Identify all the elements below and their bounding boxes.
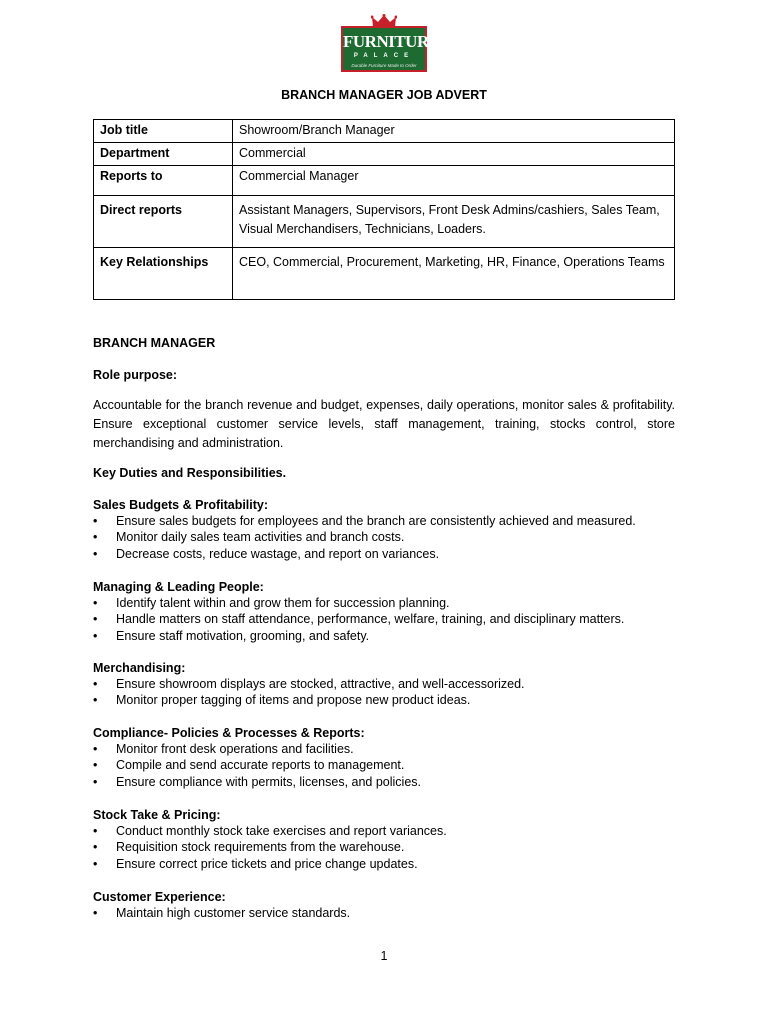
page-number: 1 <box>380 949 388 963</box>
table-key: Reports to <box>94 166 233 196</box>
table-row <box>94 143 675 166</box>
list-item: • Identify talent within and grow them for succession planning. <box>93 595 675 611</box>
table-row <box>94 166 675 196</box>
table-key: Job title <box>94 120 233 143</box>
duty-section-heading: Compliance- Policies & Processes & Reports: <box>93 726 365 740</box>
logo-plate <box>341 26 440 72</box>
list-item: • Ensure correct price tickets and price change updates. <box>93 856 675 872</box>
table-value: Showroom/Branch Manager <box>233 120 675 143</box>
logo-brand: FURNITURE <box>343 32 440 51</box>
duties-heading: Key Duties and Responsibilities. <box>93 466 287 480</box>
duty-section-customer <box>93 889 675 921</box>
duty-section-heading: Managing & Leading People: <box>93 580 264 594</box>
duty-list <box>93 676 675 709</box>
list-item: • Monitor daily sales team activities and branch costs. <box>93 529 675 545</box>
table-key: Key Relationships <box>94 248 233 300</box>
duty-section-heading: Sales Budgets & Profitability: <box>93 498 269 512</box>
list-item: • Ensure compliance with permits, licenses, and policies. <box>93 774 675 790</box>
table-value: Commercial Manager <box>233 166 675 196</box>
list-item: • Monitor front desk operations and facilities. <box>93 741 675 757</box>
role-purpose-text: Accountable for the branch revenue and budget, expenses, daily operations, monitor sales & profitability. Ensure exceptional customer service levels, staff management, training, stocks control, store merchandising and administration. <box>93 398 675 450</box>
duty-section-heading: Stock Take & Pricing: <box>93 808 221 822</box>
table-value: CEO, Commercial, Procurement, Marketing, HR, Finance, Operations Teams <box>233 248 675 300</box>
duty-section-people <box>93 579 675 644</box>
duty-section-merchandising <box>93 660 675 709</box>
list-item: • Ensure showroom displays are stocked, attractive, and well-accessorized. <box>93 676 675 692</box>
list-item: • Monitor proper tagging of items and propose new product ideas. <box>93 692 675 708</box>
duty-list <box>93 595 675 644</box>
duty-list <box>93 823 675 872</box>
list-item: • Maintain high customer service standards. <box>93 905 675 921</box>
list-item: • Conduct monthly stock take exercises and report variances. <box>93 823 675 839</box>
duty-section-stock <box>93 807 675 872</box>
duty-list <box>93 513 675 562</box>
duty-section-sales <box>93 497 675 562</box>
table-value: Assistant Managers, Supervisors, Front Desk Admins/cashiers, Sales Team, Visual Merchandisers, Technicians, Loaders. <box>233 196 675 248</box>
duty-section-heading: Customer Experience: <box>93 890 226 904</box>
duty-list <box>93 741 675 790</box>
duty-section-heading: Merchandising: <box>93 661 186 675</box>
section-heading: BRANCH MANAGER <box>93 336 216 350</box>
role-purpose-heading: Role purpose: <box>93 368 178 382</box>
duty-list <box>93 905 675 921</box>
company-logo <box>341 14 440 74</box>
logo-tagline: Durable Furniture Made to Order <box>351 63 417 68</box>
table-key: Direct reports <box>94 196 233 248</box>
list-item: • Compile and send accurate reports to management. <box>93 757 675 773</box>
list-item: • Decrease costs, reduce wastage, and report on variances. <box>93 546 675 562</box>
list-item: • Ensure sales budgets for employees and the branch are consistently achieved and measured. <box>93 513 675 529</box>
document-title: BRANCH MANAGER JOB ADVERT <box>281 88 487 102</box>
job-info-table <box>93 119 675 300</box>
list-item: • Handle matters on staff attendance, performance, welfare, training, and disciplinary matters. <box>93 611 675 627</box>
table-row <box>94 196 675 248</box>
table-value: Commercial <box>233 143 675 166</box>
duty-section-compliance <box>93 725 675 790</box>
logo-sub: PALACE <box>353 53 415 59</box>
table-key: Department <box>94 143 233 166</box>
table-row <box>94 120 675 143</box>
table-row <box>94 248 675 300</box>
list-item: • Ensure staff motivation, grooming, and safety. <box>93 628 675 644</box>
list-item: • Requisition stock requirements from the warehouse. <box>93 839 675 855</box>
